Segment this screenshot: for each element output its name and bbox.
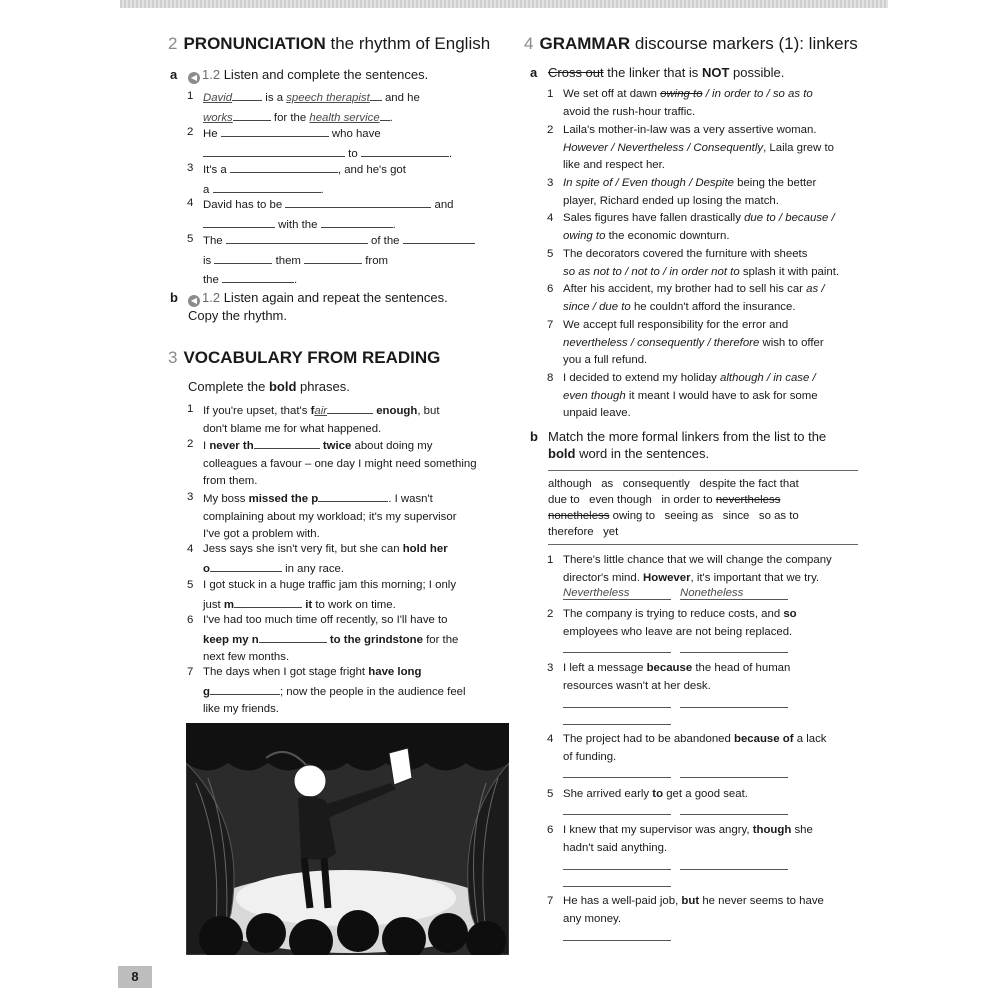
- bold-text: though: [752, 824, 792, 836]
- item-text: complaining about my workload; it's my supervisor: [203, 510, 457, 523]
- item-text: Laila's mother-in-law was a very assertive woman.: [563, 124, 817, 136]
- item-number: 4: [187, 197, 194, 209]
- top-band: [120, 0, 888, 8]
- item-text: in any race.: [285, 562, 345, 575]
- grammar-heading: [524, 34, 858, 54]
- grammar-part-b: [530, 428, 868, 462]
- vocab-instruction: [188, 378, 350, 395]
- word-list-text: although as consequently despite the fact that: [548, 478, 799, 490]
- item-text: the: [203, 274, 219, 287]
- item-number: 2: [547, 608, 554, 620]
- item-text: I left a message: [563, 662, 644, 674]
- blank[interactable]: [232, 88, 262, 101]
- section-number: 4: [524, 34, 534, 53]
- blank[interactable]: [203, 144, 345, 157]
- section-title: GRAMMAR: [539, 34, 631, 53]
- answer-line[interactable]: [563, 587, 671, 600]
- blank[interactable]: [403, 231, 475, 244]
- used-word: nonetheless: [548, 510, 610, 522]
- blank[interactable]: [210, 559, 282, 572]
- blank[interactable]: [327, 401, 373, 414]
- answer-text: Nevertheless: [563, 587, 630, 599]
- item-number: 2: [187, 438, 194, 450]
- item-text: He: [203, 128, 218, 140]
- item-number: 5: [187, 579, 194, 591]
- answer-line[interactable]: [563, 940, 671, 941]
- audio-icon[interactable]: ◀: [188, 72, 200, 84]
- word-list-text: therefore yet: [548, 526, 619, 538]
- bold-text: enough: [376, 405, 418, 417]
- vocab-item-7: [187, 664, 513, 719]
- item-number: 5: [547, 248, 554, 260]
- instruction: Copy the rhythm.: [188, 308, 287, 323]
- item-text: the head of human: [695, 662, 791, 674]
- blank[interactable]: [233, 108, 271, 121]
- answer-line[interactable]: [563, 869, 671, 870]
- instruction: word in the sentences.: [579, 446, 710, 461]
- item-number: 1: [187, 403, 194, 415]
- item-text: and: [434, 199, 454, 211]
- item-text: .: [294, 274, 298, 287]
- item-text: I knew that my supervisor was angry,: [563, 824, 750, 836]
- grammar-b-item-5: [547, 786, 873, 804]
- item-text: is a: [265, 92, 284, 104]
- item-text: . I wasn't: [388, 493, 433, 505]
- item-number: 5: [547, 788, 554, 800]
- answer-line[interactable]: [563, 724, 671, 725]
- instruction: Match the more formal linkers from the list to the: [548, 429, 827, 444]
- item-number: 3: [187, 162, 194, 174]
- item-text: to work on time.: [315, 598, 396, 611]
- item-text: , and he's got: [337, 164, 406, 176]
- answer-line[interactable]: [563, 652, 671, 653]
- item-text: He has a well-paid job,: [563, 895, 679, 907]
- item-number: 2: [547, 124, 554, 136]
- linker-options[interactable]: since / due to: [563, 300, 631, 313]
- blank[interactable]: [203, 215, 275, 228]
- bold-text: However: [643, 571, 691, 584]
- blank[interactable]: [210, 682, 280, 695]
- item-text: who have: [331, 128, 381, 140]
- pron-part-b: [170, 289, 488, 324]
- item-text: for the: [426, 633, 459, 646]
- item-number: 8: [547, 372, 554, 384]
- vocab-item-4: [187, 541, 513, 578]
- item-text: a: [203, 183, 210, 196]
- item-text: After his accident, my brother had to sell his car: [563, 283, 803, 295]
- pron-item-4: [187, 195, 503, 234]
- grammar-b-item-7: [547, 893, 873, 928]
- item-text: We accept full responsibility for the error and: [563, 319, 789, 331]
- section-number: 2: [168, 34, 178, 53]
- answer-line[interactable]: [563, 777, 671, 778]
- item-text: he never seems to have: [702, 895, 824, 907]
- part-letter: b: [530, 429, 538, 444]
- linker-options[interactable]: nevertheless / consequently / therefore: [563, 336, 760, 349]
- vocab-item-6: [187, 612, 513, 667]
- item-text: , Laila grew to: [763, 141, 834, 154]
- grammar-a-item-3: [547, 175, 873, 210]
- blank[interactable]: [254, 436, 320, 449]
- answer-text: air: [314, 405, 328, 417]
- item-text: We set off at dawn: [563, 88, 657, 100]
- item-text: The: [203, 235, 223, 247]
- instruction: possible.: [733, 65, 785, 80]
- bold-text: g: [203, 685, 210, 698]
- item-text: She arrived early: [563, 788, 650, 800]
- answer-text: speech therapist: [286, 92, 370, 104]
- item-number: 4: [547, 212, 554, 224]
- blank[interactable]: [214, 251, 272, 264]
- grammar-part-a: [530, 64, 868, 81]
- part-letter: b: [170, 290, 178, 305]
- item-text: them: [275, 254, 301, 267]
- item-text: Jess says she isn't very fit, but she can: [203, 543, 400, 555]
- instruction-bold: bold: [548, 446, 576, 461]
- item-number: 4: [187, 543, 194, 555]
- section-subtitle: the rhythm of English: [330, 34, 491, 53]
- item-text: any money.: [563, 912, 622, 925]
- answer-line[interactable]: [680, 869, 788, 870]
- item-text: , but: [417, 405, 440, 417]
- instruction: the linker that is: [607, 65, 699, 80]
- item-text: .: [389, 111, 393, 124]
- answer-line[interactable]: [680, 814, 788, 815]
- item-text: get a good seat.: [666, 788, 748, 800]
- item-text: a lack: [796, 733, 827, 745]
- instruction: Complete the: [188, 379, 266, 394]
- bold-text: but: [681, 895, 700, 907]
- pron-item-2: [187, 124, 503, 163]
- answer-line[interactable]: [680, 652, 788, 653]
- item-text: player, Richard ended up losing the match.: [563, 194, 779, 207]
- item-text: .: [320, 183, 324, 196]
- instruction-bold: NOT: [701, 65, 730, 80]
- linker-options[interactable]: owing to: [563, 229, 606, 242]
- instruction: Listen again and repeat the sentences.: [223, 290, 448, 305]
- track-number: 1.2: [202, 290, 221, 305]
- grammar-b-item-2: [547, 606, 873, 641]
- item-text: avoid the rush-hour traffic.: [563, 105, 696, 118]
- grammar-a-item-4: [547, 210, 873, 245]
- item-number: 6: [187, 614, 194, 626]
- item-text: director's mind.: [563, 571, 640, 584]
- blank[interactable]: [259, 630, 327, 643]
- item-text: I got stuck in a huge traffic jam this morning; I only: [203, 579, 457, 591]
- blank[interactable]: [226, 231, 368, 244]
- audio-icon[interactable]: ◀: [188, 295, 200, 307]
- item-text: The project had to be abandoned: [563, 733, 731, 745]
- bold-text: to the grindstone: [329, 633, 423, 646]
- item-number: 3: [187, 491, 194, 503]
- linker-options[interactable]: However / Nevertheless / Consequently: [563, 141, 764, 154]
- bold-text: m: [223, 598, 235, 611]
- item-number: 1: [547, 554, 554, 566]
- answer-text: Nonetheless: [680, 587, 744, 599]
- grammar-b-item-6: [547, 822, 873, 857]
- item-text: ; now the people in the audience feel: [279, 685, 466, 698]
- item-text: , it's important that we try.: [690, 571, 820, 584]
- word-list-text: owing to seeing as since so as to: [612, 510, 799, 522]
- stage-illustration: [186, 723, 509, 955]
- section-number: 3: [168, 348, 178, 367]
- item-text: hadn't said anything.: [563, 841, 668, 854]
- page-number: 8: [118, 966, 152, 988]
- section-subtitle: discourse markers (1): linkers: [634, 34, 858, 53]
- item-text: is: [203, 254, 212, 267]
- blank[interactable]: [318, 489, 388, 502]
- item-text: he couldn't afford the insurance.: [633, 300, 796, 313]
- blank[interactable]: [380, 108, 390, 121]
- item-text: like and respect her.: [563, 159, 665, 172]
- item-text: for the: [273, 111, 307, 124]
- item-text: David has to be: [203, 199, 283, 211]
- part-letter: a: [170, 67, 178, 82]
- bold-text: twice: [322, 440, 352, 452]
- vocab-item-1: [187, 401, 513, 438]
- instruction-bold: bold: [268, 379, 297, 394]
- answer-line[interactable]: [680, 707, 788, 708]
- item-text: with the: [278, 218, 318, 231]
- vocab-item-5: [187, 577, 513, 614]
- item-text: about doing my: [354, 440, 433, 452]
- item-number: 5: [187, 233, 194, 245]
- item-text: unpaid leave.: [563, 407, 631, 420]
- grammar-a-item-8: [547, 370, 873, 423]
- bold-text: it: [305, 598, 313, 611]
- grammar-b-item-1: [547, 552, 873, 587]
- part-letter: a: [530, 65, 538, 80]
- linker-options[interactable]: / in order to / so as to: [705, 88, 813, 100]
- linker-options[interactable]: as /: [806, 283, 825, 295]
- bold-text: keep my n: [203, 633, 259, 646]
- answer-text: works: [203, 111, 233, 124]
- bold-text: hold her: [402, 543, 448, 555]
- answer-line[interactable]: [680, 777, 788, 778]
- item-text: I: [203, 440, 207, 452]
- item-number: 2: [187, 126, 194, 138]
- item-text: It's a: [203, 164, 227, 176]
- item-text: don't blame me for what happened.: [203, 422, 382, 435]
- item-number: 7: [547, 895, 554, 907]
- item-text: There's little chance that we will change the company: [563, 554, 832, 566]
- answer-line[interactable]: [680, 587, 788, 600]
- blank[interactable]: [234, 595, 302, 608]
- answer-line[interactable]: [563, 707, 671, 708]
- item-text: splash it with paint.: [742, 265, 840, 278]
- item-text: My boss: [203, 493, 246, 505]
- bold-text: never th: [209, 440, 254, 452]
- item-text: of the: [370, 235, 400, 247]
- section-title: VOCABULARY FROM READING: [183, 348, 441, 367]
- section-title: PRONUNCIATION: [183, 34, 326, 53]
- pron-item-3: [187, 160, 503, 199]
- blank[interactable]: [304, 251, 362, 264]
- word-list-text: due to even though in order to: [548, 494, 713, 506]
- item-text: If you're upset, that's: [203, 405, 308, 417]
- grammar-a-item-2: [547, 122, 873, 175]
- item-text: to: [348, 147, 358, 160]
- item-text: I've had too much time off recently, so I'll have to: [203, 614, 448, 626]
- pron-part-a: [170, 66, 429, 84]
- item-text: like my friends.: [203, 703, 279, 716]
- item-text: I decided to extend my holiday: [563, 372, 717, 384]
- item-number: 3: [547, 177, 554, 189]
- item-number: 6: [547, 824, 554, 836]
- blank[interactable]: [370, 88, 382, 101]
- item-text: just: [203, 598, 221, 611]
- blank[interactable]: [230, 160, 338, 173]
- blank[interactable]: [321, 215, 393, 228]
- used-word: nevertheless: [715, 494, 781, 506]
- answer-text: David: [203, 92, 233, 104]
- blank[interactable]: [213, 180, 321, 193]
- grammar-a-item-5: [547, 246, 873, 281]
- item-text: Sales figures have fallen drastically: [563, 212, 741, 224]
- answer-text: health service: [309, 111, 380, 124]
- linker-options[interactable]: even though: [563, 389, 626, 402]
- blank[interactable]: [222, 270, 294, 283]
- item-number: 4: [547, 733, 554, 745]
- item-text: The decorators covered the furniture with sheets: [563, 248, 808, 260]
- vocabulary-heading: [168, 348, 440, 368]
- blank[interactable]: [285, 195, 431, 208]
- grammar-a-item-7: [547, 317, 873, 370]
- item-text: employees who leave are not being replaced.: [563, 625, 793, 638]
- item-number: 7: [547, 319, 554, 331]
- instruction-strike: Cross out: [548, 65, 604, 80]
- item-number: 6: [547, 283, 554, 295]
- struck-answer[interactable]: owing to: [660, 88, 703, 100]
- item-text: it meant I would have to ask for some: [628, 389, 818, 402]
- item-text: you a full refund.: [563, 354, 648, 367]
- item-text: she: [794, 824, 813, 836]
- bold-text: have long: [368, 666, 422, 678]
- track-number: 1.2: [202, 67, 221, 82]
- item-text: wish to offer: [762, 336, 824, 349]
- item-text: colleagues a favour – one day I might need something: [203, 457, 477, 470]
- item-text: the economic downturn.: [608, 229, 730, 242]
- item-text: .: [392, 218, 396, 231]
- item-text: resources wasn't at her desk.: [563, 679, 711, 692]
- grammar-a-item-6: [547, 281, 873, 316]
- linker-word-list: [548, 470, 858, 545]
- item-text: being the better: [737, 177, 817, 189]
- item-text: The company is trying to reduce costs, and: [563, 608, 781, 620]
- item-text: The days when I got stage fright: [203, 666, 366, 678]
- vocab-item-2: [187, 436, 513, 491]
- bold-text: because: [646, 662, 693, 674]
- item-number: 1: [187, 90, 194, 102]
- item-number: 1: [547, 88, 554, 100]
- linker-options[interactable]: although / in case /: [720, 372, 816, 384]
- bold-text: because of: [734, 733, 794, 745]
- instruction: Listen and complete the sentences.: [223, 67, 429, 82]
- pron-item-5: [187, 231, 503, 290]
- item-number: 7: [187, 666, 194, 678]
- instruction: phrases.: [300, 379, 350, 394]
- vocab-item-3: [187, 489, 513, 544]
- blank[interactable]: [361, 144, 449, 157]
- linker-options[interactable]: so as not to / not to / in order not to: [563, 265, 740, 278]
- grammar-b-item-3: [547, 660, 873, 695]
- linker-options[interactable]: In spite of / Even though / Despite: [563, 177, 734, 189]
- item-text: I've got a problem with.: [203, 528, 320, 541]
- bold-text: to: [652, 788, 664, 800]
- grammar-b-item-4: [547, 731, 873, 766]
- linker-options[interactable]: due to / because /: [744, 212, 835, 224]
- item-number: 3: [547, 662, 554, 674]
- bold-text: o: [203, 562, 210, 575]
- bold-text: so: [783, 608, 797, 620]
- answer-line[interactable]: [563, 886, 671, 887]
- blank[interactable]: [221, 124, 329, 137]
- pron-item-1: [187, 88, 503, 127]
- grammar-a-item-1: [547, 86, 873, 121]
- item-text: .: [448, 147, 453, 160]
- item-text: next few months.: [203, 651, 290, 664]
- answer-line[interactable]: [563, 814, 671, 815]
- item-text: from: [365, 254, 389, 267]
- item-text: from them.: [203, 475, 258, 488]
- bold-text: missed the p: [248, 493, 319, 505]
- bold-text: f: [310, 405, 315, 417]
- pronunciation-heading: [168, 34, 490, 54]
- item-text: and he: [384, 92, 420, 104]
- item-text: of funding.: [563, 750, 617, 763]
